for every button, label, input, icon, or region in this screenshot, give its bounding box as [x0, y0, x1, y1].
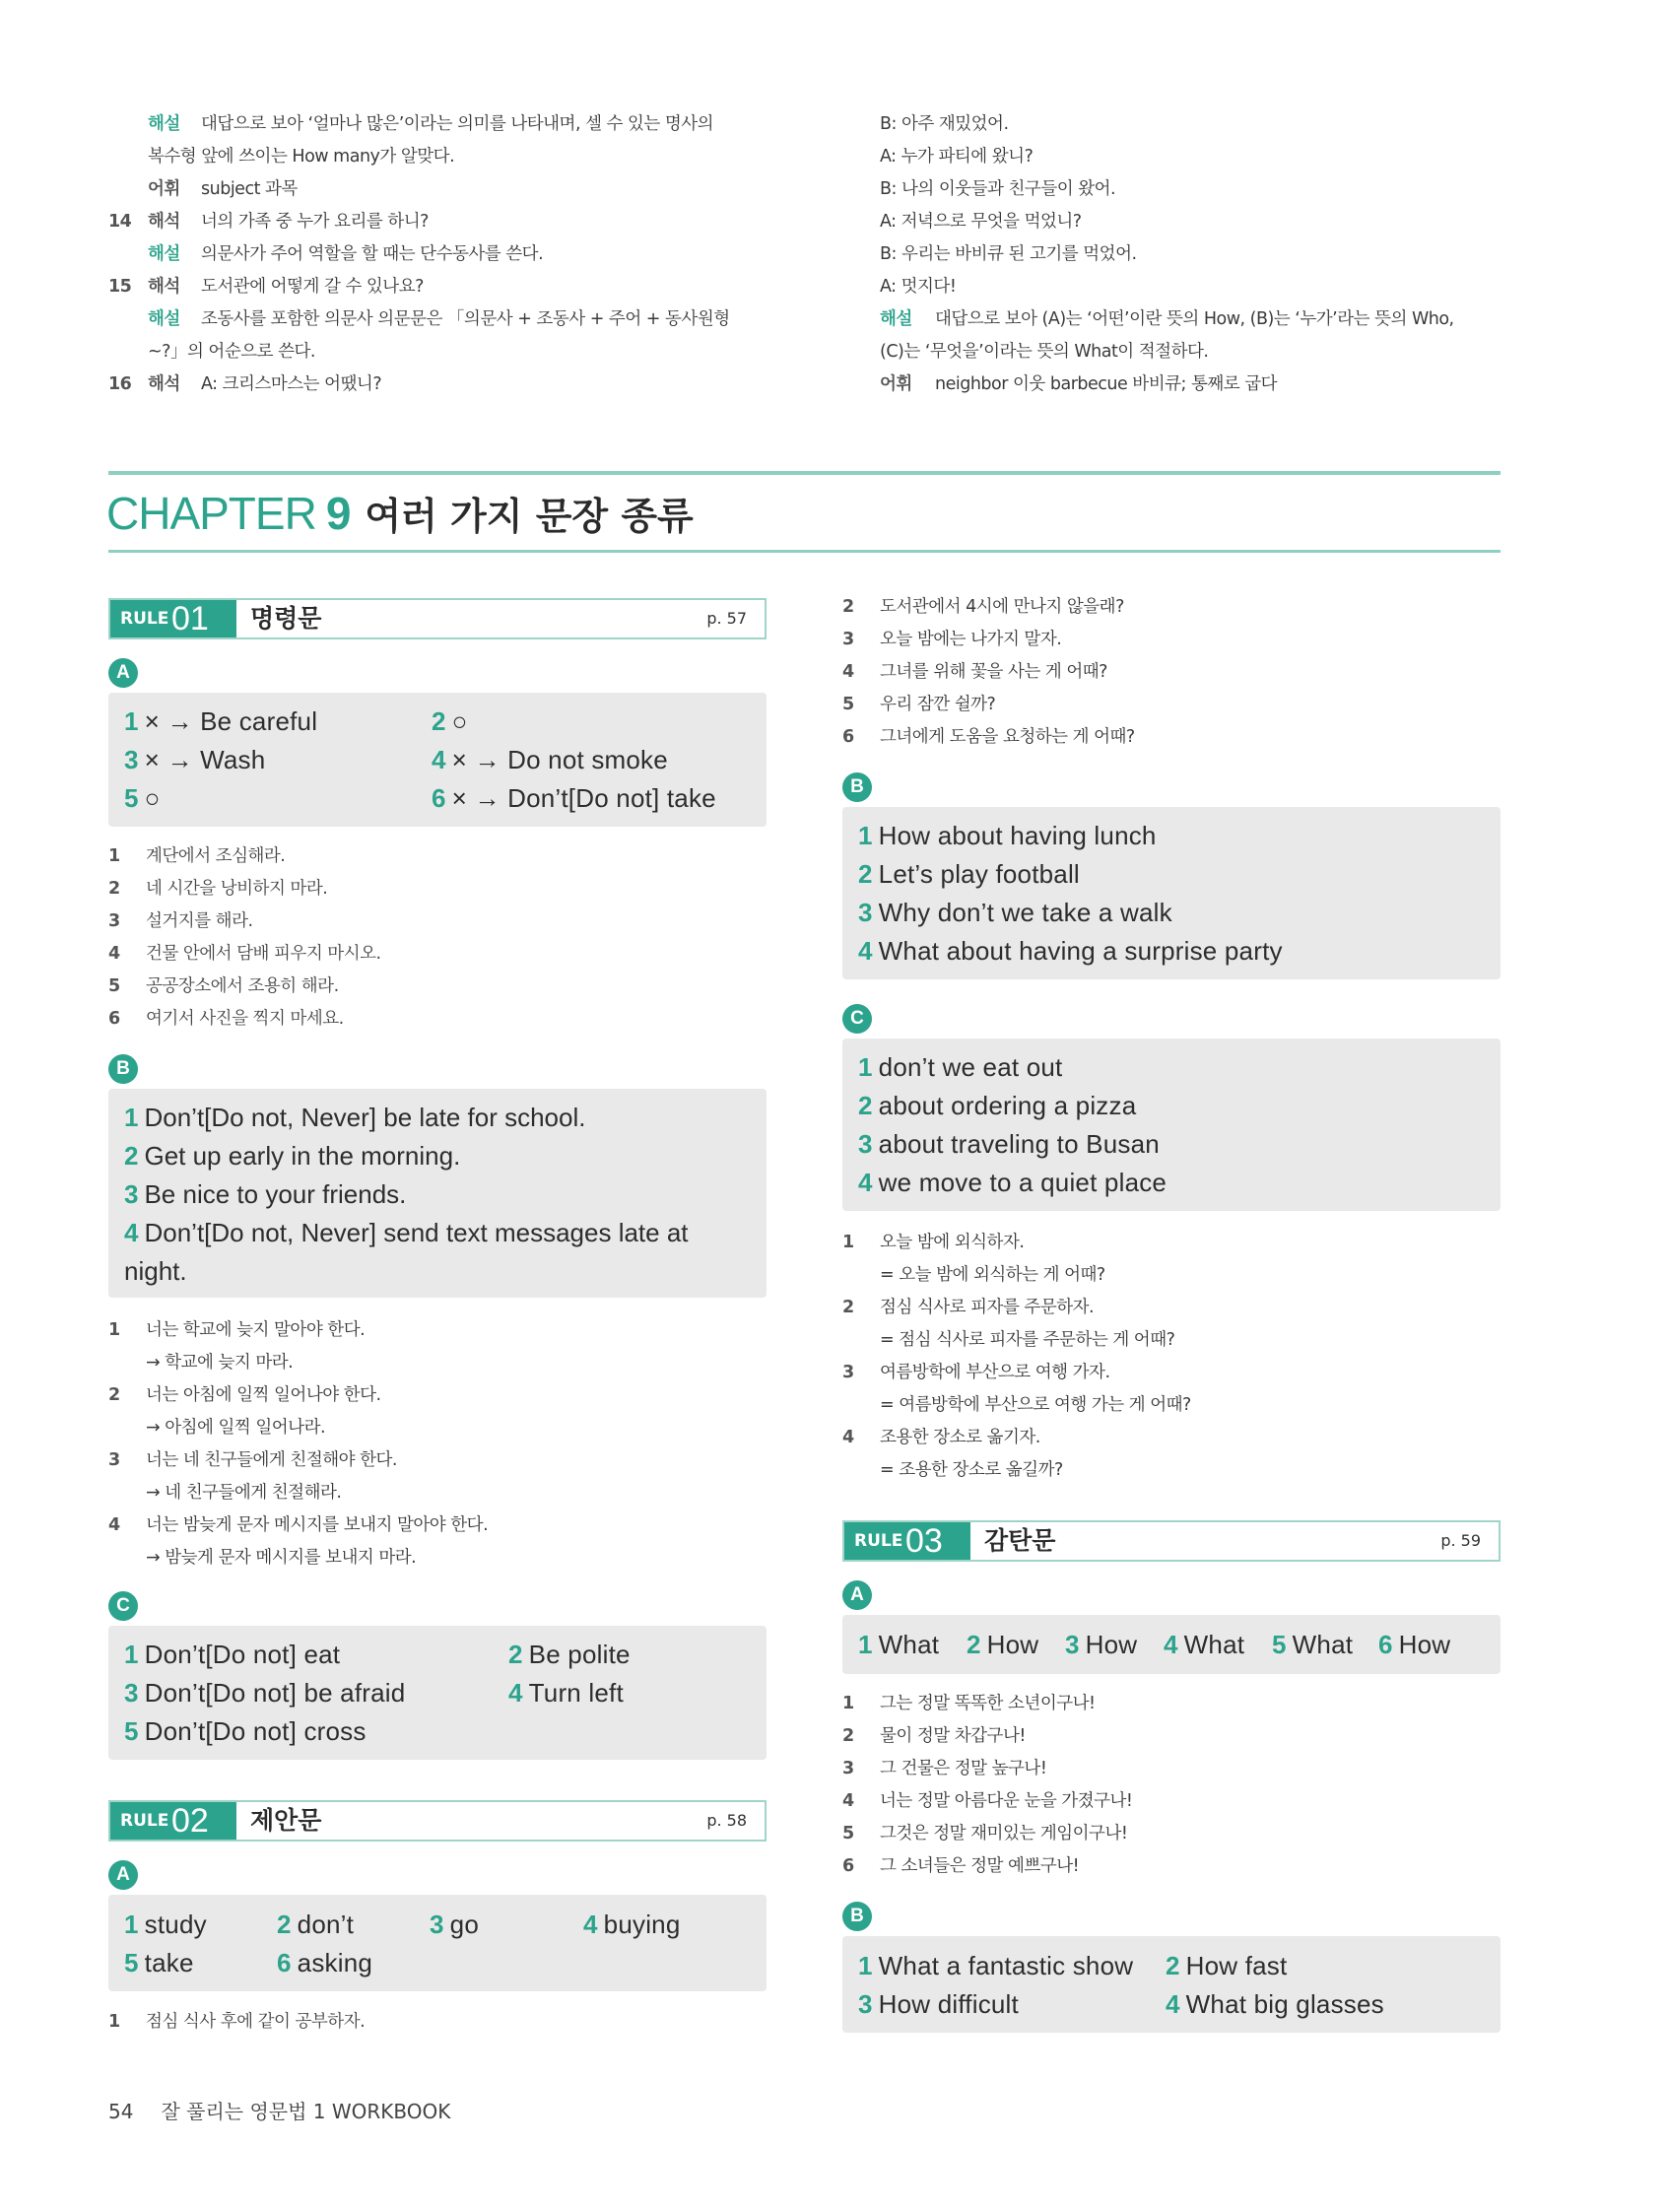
answer-item: 6 × → Don’t[Do not] take: [432, 783, 716, 813]
answer-box: [842, 807, 1501, 979]
answer-item: 2 How: [967, 1630, 1039, 1659]
book-title: 잘 풀리는 영문법 1 WORKBOOK: [161, 2100, 451, 2123]
section-badge: B: [108, 1054, 138, 1084]
note-line: A: 저녁으로 무엇을 먹었니?: [880, 212, 1082, 232]
top-left-notes: [108, 108, 798, 401]
rule-page: p. 58: [706, 1811, 747, 1830]
answer-item: 1 What: [858, 1630, 940, 1659]
answer-item: 2 Let’s play football: [858, 859, 1080, 889]
note-line: A: 멋지다!: [880, 277, 957, 297]
section-badge: A: [842, 1580, 872, 1610]
chapter-divider-top: [108, 471, 1501, 475]
answer-item: 1 study: [124, 1910, 207, 1939]
rule-label: RULE 02: [110, 1802, 236, 1840]
chapter-label: CHAPTER: [106, 488, 316, 539]
answer-item: 1 Don’t[Do not, Never] be late for school.: [124, 1103, 586, 1132]
chapter-number: 9: [325, 488, 352, 539]
note-line: A: 누가 파티에 왔니?: [880, 147, 1034, 167]
rule-02-header: [108, 1800, 767, 1842]
note-line: 어휘 neighbor 이웃 barbecue 바비큐; 통째로 굽다: [880, 374, 1278, 394]
answer-item: 3 go: [430, 1910, 479, 1939]
answer-item: 2 Get up early in the morning.: [124, 1141, 461, 1171]
answer-item: 5 ○: [124, 783, 161, 813]
rule-label: RULE 01: [110, 600, 236, 637]
section-badge: C: [108, 1591, 138, 1621]
note-line: ~?」의 어순으로 쓴다.: [148, 342, 315, 362]
rule-label: RULE 03: [844, 1522, 970, 1560]
answer-item: 1 don’t we eat out: [858, 1052, 1063, 1082]
chapter-divider-bottom: [108, 550, 1501, 553]
note-line: 복수형 앞에 쓰이는 How many가 알맞다.: [148, 147, 455, 167]
chapter-heading: [106, 481, 694, 546]
page-footer: [108, 2097, 450, 2126]
answer-item: 4 Don’t[Do not, Never] send text messages late at: [124, 1218, 689, 1247]
answer-item: 5 take: [124, 1948, 194, 1977]
answer-item: 3 How: [1065, 1630, 1138, 1659]
answer-item: night.: [124, 1256, 187, 1286]
section-badge: B: [842, 772, 872, 802]
note-line: 15 해석 도서관에 어떻게 갈 수 있나요?: [108, 277, 424, 297]
answer-item: 1 What a fantastic show: [858, 1951, 1134, 1980]
answer-item: 4 buying: [583, 1910, 681, 1939]
answer-box: [108, 1895, 767, 1991]
answer-item: 3 How difficult: [858, 1989, 1019, 2019]
note-line: 어휘 subject 과목: [148, 179, 298, 199]
answer-box: [108, 1626, 767, 1760]
page-number: 54: [108, 2100, 134, 2123]
note-line: 14 해석 너의 가족 중 누가 요리를 하니?: [108, 212, 429, 232]
answer-item: 1 Don’t[Do not] eat: [124, 1640, 341, 1669]
answer-item: 3 Be nice to your friends.: [124, 1179, 407, 1209]
rule-01-header: [108, 598, 767, 639]
section-badge: C: [842, 1004, 872, 1034]
rule-page: p. 57: [706, 609, 747, 628]
note-line: B: 우리는 바비큐 된 고기를 먹었어.: [880, 244, 1137, 264]
answer-item: 4 Turn left: [508, 1678, 624, 1708]
answer-box: [108, 1089, 767, 1298]
answer-item: 6 asking: [277, 1948, 373, 1977]
answer-item: 2 don’t: [277, 1910, 355, 1939]
section-badge: A: [108, 1860, 138, 1890]
rule-title: 감탄문: [984, 1526, 1056, 1555]
top-right-notes: [880, 108, 1510, 401]
section-badge: A: [108, 658, 138, 688]
answer-box: [842, 1615, 1501, 1674]
answer-box: [842, 1039, 1501, 1211]
note-line: 16 해석 A: 크리스마스는 어땠니?: [108, 374, 382, 394]
section-badge: B: [842, 1902, 872, 1931]
rule-title: 제안문: [250, 1806, 322, 1835]
answer-item: 5 Don’t[Do not] cross: [124, 1716, 367, 1746]
note-line: 해설 대답으로 보아 ‘얼마나 많은’이라는 의미를 나타내며, 셀 수 있는 명사의: [148, 114, 714, 134]
note-line: B: 나의 이웃들과 친구들이 왔어.: [880, 179, 1116, 199]
answer-item: 1 How about having lunch: [858, 821, 1157, 850]
answer-box: [842, 1936, 1501, 2033]
note-line: 해설 의문사가 주어 역할을 할 때는 단수동사를 쓴다.: [148, 244, 544, 264]
answer-item: 2 Be polite: [508, 1640, 631, 1669]
note-line: (C)는 ‘무엇을’이라는 뜻의 What이 적절하다.: [880, 342, 1209, 362]
answer-item: 3 Don’t[Do not] be afraid: [124, 1678, 406, 1708]
answer-item: 4 What: [1164, 1630, 1245, 1659]
answer-item: 6 How: [1378, 1630, 1451, 1659]
answer-item: 2 ○: [432, 706, 468, 736]
answer-item: 4 we move to a quiet place: [858, 1168, 1168, 1197]
rule-03-header: [842, 1520, 1501, 1562]
rule-title: 명령문: [250, 604, 322, 633]
note-line: B: 아주 재밌었어.: [880, 114, 1009, 134]
answer-item: 1 × → Be careful: [124, 706, 318, 736]
rule-page: p. 59: [1440, 1531, 1481, 1550]
chapter-title: 여러 가지 문장 종류: [365, 495, 694, 538]
answer-item: 3 about traveling to Busan: [858, 1129, 1160, 1159]
answer-item: 4 What big glasses: [1166, 1989, 1384, 2019]
answer-item: 4 × → Do not smoke: [432, 745, 668, 774]
answer-item: 3 Why don’t we take a walk: [858, 898, 1172, 927]
answer-item: 5 What: [1272, 1630, 1354, 1659]
answer-item: 2 How fast: [1166, 1951, 1288, 1980]
note-line: 해설 조동사를 포함한 의문사 의문문은 「의문사 + 조동사 + 주어 + 동사원형: [148, 309, 730, 329]
answer-item: 4 What about having a surprise party: [858, 936, 1283, 966]
answer-item: 3 × → Wash: [124, 745, 266, 774]
answer-item: 2 about ordering a pizza: [858, 1091, 1137, 1120]
note-line: 해설 대답으로 보아 (A)는 ‘어떤’이란 뜻의 How, (B)는 ‘누가’라는 뜻의 Who,: [880, 309, 1454, 329]
answer-box: [108, 693, 767, 827]
